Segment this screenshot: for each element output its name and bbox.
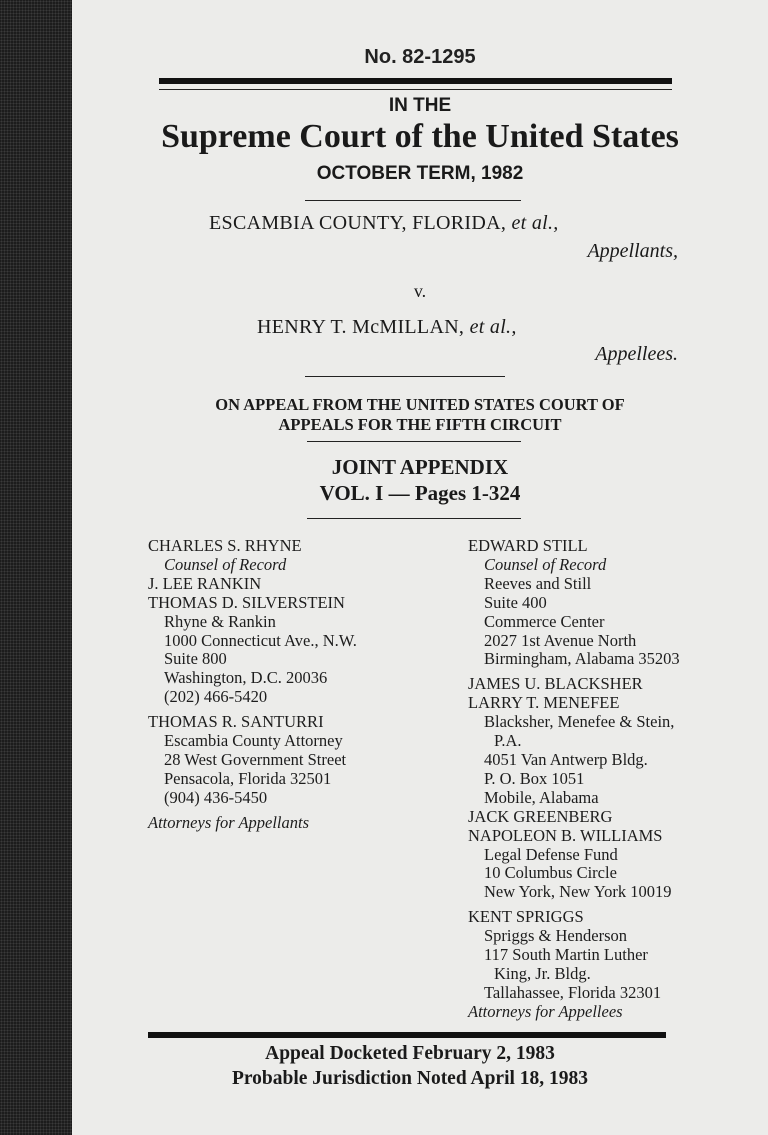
appellees-counsel-block — [468, 537, 680, 1022]
rule-after-parties — [305, 376, 505, 377]
phone-number: (904) 436-5450 — [164, 787, 268, 807]
top-thin-rule — [159, 89, 672, 90]
address-line: New York, New York 10019 — [484, 882, 672, 902]
address-line: 1000 Connecticut Ave., N.W. — [164, 630, 357, 650]
appeal-line-1: ON APPEAL FROM THE UNITED STATES COURT OF — [215, 395, 625, 414]
rule-after-appendix — [307, 518, 521, 519]
appellants-name: ESCAMBIA COUNTY, FLORIDA, — [209, 212, 507, 234]
address-line: Washington, D.C. 20036 — [164, 668, 328, 688]
counsel-of-record: Counsel of Record — [164, 554, 287, 574]
law-firm-suffix: P.A. — [494, 731, 522, 751]
counsel-name: THOMAS D. SILVERSTEIN — [148, 592, 345, 612]
appellants-etal: et al., — [511, 212, 559, 234]
versus: v. — [413, 281, 427, 301]
in-the-heading: IN THE — [388, 95, 452, 116]
address-line: Suite 800 — [164, 649, 227, 669]
address-line: Commerce Center — [484, 611, 605, 631]
counsel-name: JAMES U. BLACKSHER — [468, 674, 643, 694]
address-line: Suite 400 — [484, 592, 547, 612]
appellants-role: Appellants, — [587, 240, 678, 262]
appellants-counsel-block — [148, 537, 357, 833]
address-line: Birmingham, Alabama 35203 — [484, 649, 680, 669]
counsel-name: LARRY T. MENEFEE — [468, 693, 620, 713]
address-line: 10 Columbus Circle — [484, 863, 617, 883]
appeal-line-2: APPEALS FOR THE FIFTH CIRCUIT — [278, 415, 562, 434]
address-line: Pensacola, Florida 32501 — [164, 768, 332, 788]
top-thick-rule — [159, 78, 672, 84]
counsel-title: Escambia County Attorney — [164, 731, 343, 751]
docketed-date: Appeal Docketed February 2, 1983 — [265, 1043, 555, 1064]
law-firm: Blacksher, Menefee & Stein, — [484, 712, 675, 732]
counsel-name: THOMAS R. SANTURRI — [148, 712, 324, 732]
counsel-name: JACK GREENBERG — [468, 806, 613, 826]
counsel-name: J. LEE RANKIN — [148, 573, 262, 593]
address-line: 28 West Government Street — [164, 749, 347, 769]
appendix-volume: VOL. I — Pages 1-324 — [319, 481, 521, 505]
appellees-role: Appellees. — [595, 343, 678, 365]
term-heading: OCTOBER TERM, 1982 — [316, 163, 524, 184]
law-firm: Spriggs & Henderson — [484, 926, 627, 946]
appellees-etal: et al., — [469, 316, 517, 338]
address-line: P. O. Box 1051 — [484, 768, 585, 788]
law-firm: Reeves and Still — [484, 573, 592, 593]
rule-after-term — [305, 200, 521, 201]
court-name: Supreme Court of the United States — [161, 118, 679, 155]
address-line: King, Jr. Bldg. — [494, 963, 591, 983]
counsel-name: EDWARD STILL — [468, 536, 588, 555]
counsel-of-record: Counsel of Record — [484, 554, 607, 574]
address-line: 117 South Martin Luther — [484, 945, 648, 965]
law-firm: Legal Defense Fund — [484, 844, 618, 864]
law-firm: Rhyne & Rankin — [164, 611, 276, 631]
rule-after-appeal — [307, 441, 521, 442]
appellants-line — [209, 212, 559, 235]
docket-number: No. 82-1295 — [364, 46, 476, 68]
bottom-thick-rule — [148, 1032, 666, 1038]
counsel-name: KENT SPRIGGS — [468, 907, 584, 927]
address-line: 2027 1st Avenue North — [484, 630, 637, 650]
cover-page — [72, 0, 768, 1135]
appellees-role-label: Attorneys for Appellees — [468, 1001, 623, 1021]
appellees-name: HENRY T. McMILLAN, — [257, 316, 465, 338]
address-line: Tallahassee, Florida 32301 — [484, 982, 662, 1002]
phone-number: (202) 466-5420 — [164, 687, 268, 707]
address-line: Mobile, Alabama — [484, 787, 599, 807]
appellants-role-label: Attorneys for Appellants — [148, 812, 310, 832]
book-spine — [0, 0, 72, 1135]
jurisdiction-date: Probable Jurisdiction Noted April 18, 1983 — [231, 1068, 589, 1089]
counsel-name: NAPOLEON B. WILLIAMS — [468, 825, 663, 845]
address-line: 4051 Van Antwerp Bldg. — [484, 749, 648, 769]
counsel-name: CHARLES S. RHYNE — [148, 536, 302, 555]
appendix-title: JOINT APPENDIX — [331, 455, 509, 479]
appellees-line — [257, 316, 517, 339]
